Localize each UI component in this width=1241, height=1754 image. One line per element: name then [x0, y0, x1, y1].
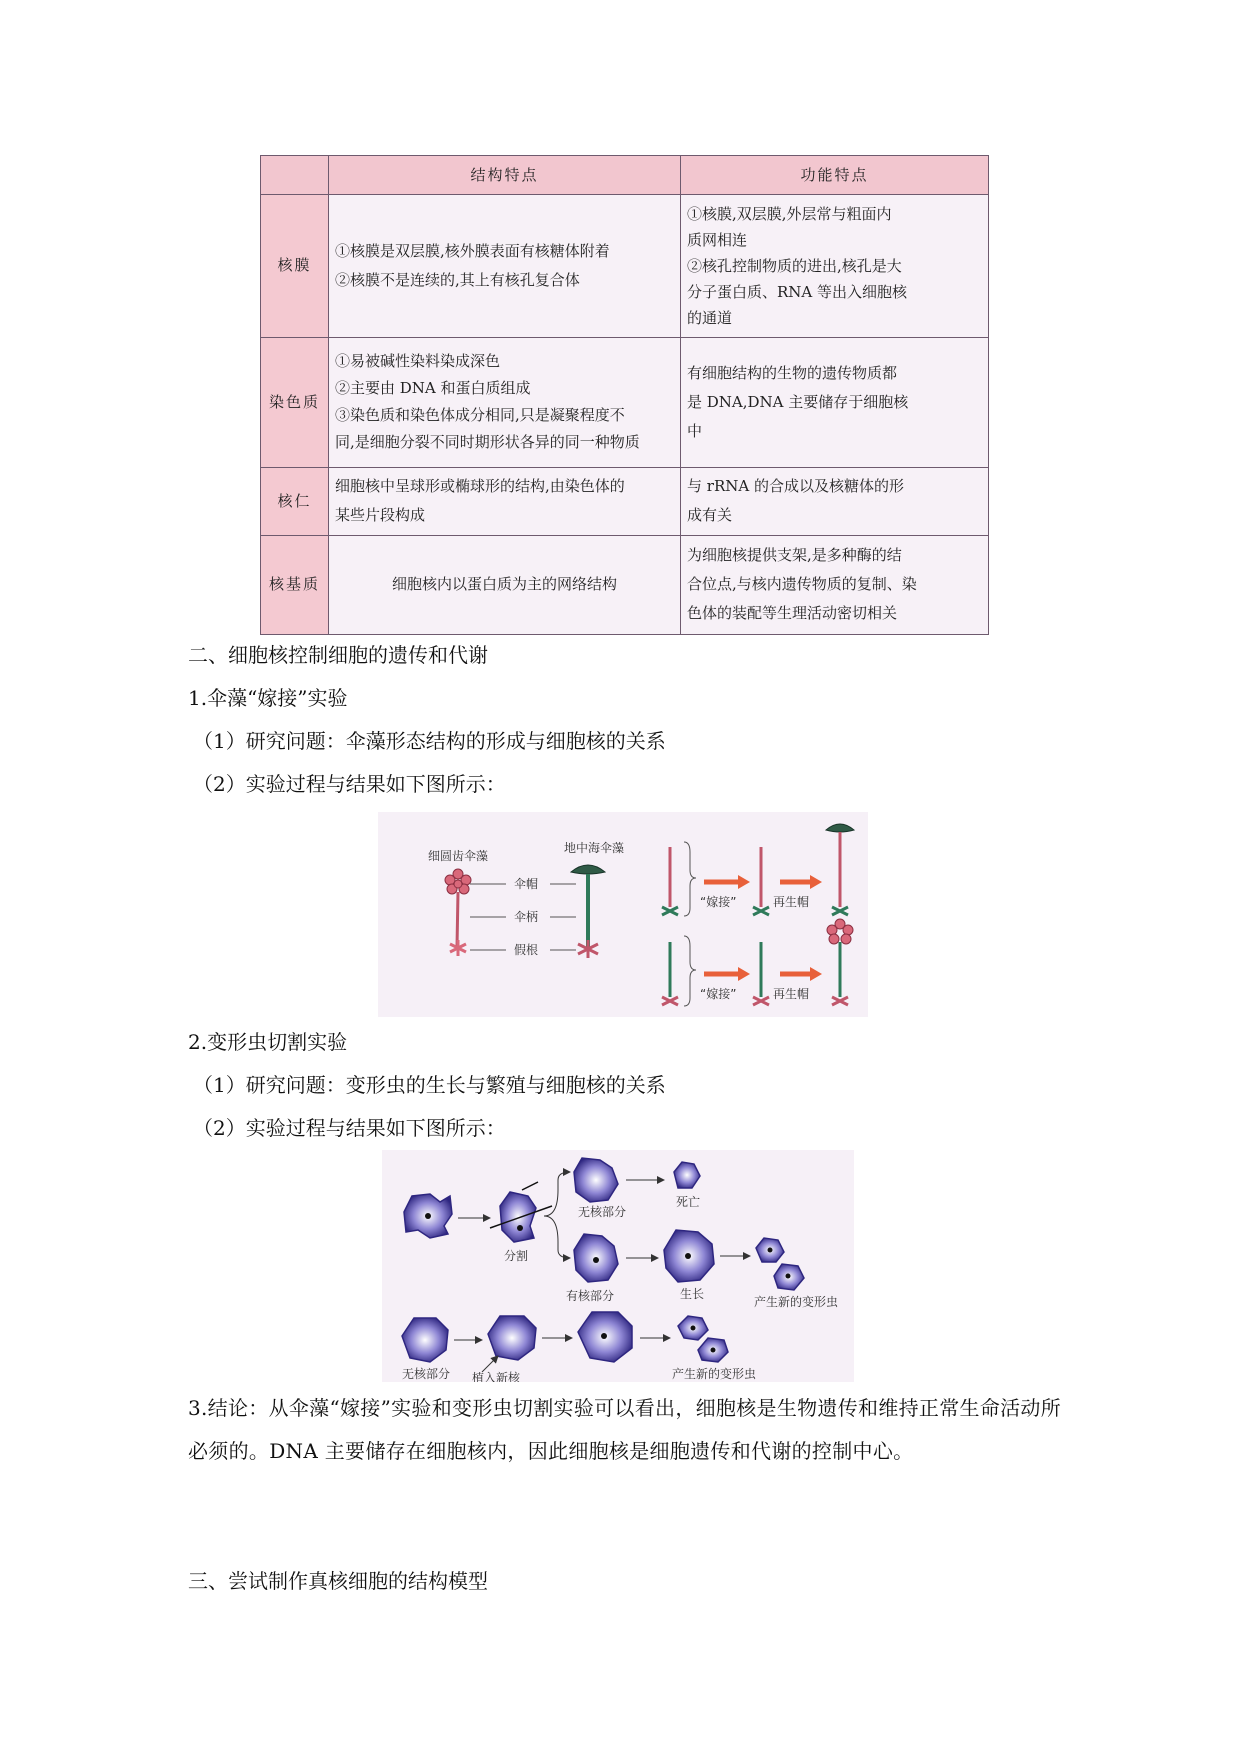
experiment-title: 2.变形虫切割实验: [188, 1030, 348, 1054]
graft-label: “嫁接”: [700, 895, 737, 909]
table-row: [261, 535, 989, 634]
species-a-alga: [445, 869, 471, 956]
cell-line: 分子蛋白质、RNA 等出入细胞核: [687, 282, 908, 301]
nucleus-structure-table: [260, 155, 989, 635]
structure-cell: [329, 467, 681, 535]
table-header-row: [261, 156, 989, 195]
cell-line: ②主要由 DNA 和蛋白质组成: [335, 379, 531, 398]
cell-line: ①核膜是双层膜,核外膜表面有核糖体附着: [335, 241, 610, 260]
rhizoid-label: 假根: [514, 943, 539, 957]
species-b-alga: [571, 865, 605, 958]
table-row: [261, 337, 989, 467]
table-header-function: 功能特点: [681, 156, 989, 195]
amoeba-implanted: [488, 1316, 536, 1360]
section-heading: 二、细胞核控制细胞的遗传和代谢: [188, 643, 488, 667]
regrow-label: 再生帽: [773, 895, 810, 909]
cell-line: 色体的装配等生理活动密切相关: [687, 604, 898, 623]
table-row: [261, 195, 989, 338]
cell-line: ①核膜,双层膜,外层常与粗面内: [687, 204, 892, 223]
table-header-structure: 结构特点: [329, 156, 681, 195]
no-nucleus-label: 无核部分: [402, 1367, 451, 1381]
research-question: （1）研究问题：变形虫的生长与繁殖与细胞核的关系: [193, 1073, 666, 1097]
row-label: 核仁: [261, 467, 329, 535]
row-label: 核膜: [261, 195, 329, 338]
row-label: 染色质: [261, 337, 329, 467]
amoeba-grown: [664, 1230, 714, 1282]
cell-line: 合位点,与核内遗传物质的复制、染: [687, 575, 917, 594]
structure-cell: [329, 195, 681, 338]
new-amoeba-label: 产生新的变形虫: [754, 1295, 839, 1309]
cell-line: 同,是细胞分裂不同时期形状各异的同一种物质: [335, 433, 640, 452]
function-cell: [681, 195, 989, 338]
cell-line: ②核膜不是连续的,其上有核孔复合体: [335, 270, 580, 289]
cell-line: 细胞核内以蛋白质为主的网络结构: [391, 575, 617, 594]
structure-cell: [329, 535, 681, 634]
cut-label: 分割: [504, 1249, 529, 1263]
table-row: [261, 467, 989, 535]
row-label: 核基质: [261, 535, 329, 634]
no-nucleus-label: 无核部分: [578, 1205, 627, 1219]
cell-line: ③染色质和染色体成分相同,只是凝聚程度不: [335, 406, 625, 425]
section-heading: 三、尝试制作真核细胞的结构模型: [188, 1569, 488, 1593]
cell-line: 的通道: [687, 308, 733, 327]
cell-line: 某些片段构成: [335, 506, 426, 525]
amoeba-reproduced: [678, 1316, 728, 1362]
cell-line: 为细胞核提供支架,是多种酶的结: [687, 546, 902, 565]
dead-label: 死亡: [676, 1195, 701, 1209]
amoeba-divided: [756, 1238, 804, 1290]
cell-line: ②核孔控制物质的进出,核孔是大: [687, 256, 902, 275]
cell-line: 中: [687, 421, 703, 440]
amoeba-dead: [674, 1162, 700, 1188]
cell-line: 细胞核中呈球形或椭球形的结构,由染色体的: [335, 477, 625, 496]
experiment-title: 1.伞藻“嫁接”实验: [188, 686, 348, 710]
table-header-blank: [261, 156, 329, 195]
implant-label: 植入新核: [472, 1371, 521, 1382]
cell-line: 成有关: [687, 506, 733, 525]
cell-line: 是 DNA,DNA 主要储存于细胞核: [687, 392, 909, 411]
new-amoeba-label: 产生新的变形虫: [672, 1367, 757, 1381]
research-question: （1）研究问题：伞藻形态结构的形成与细胞核的关系: [193, 729, 666, 753]
with-nucleus-label: 有核部分: [566, 1289, 615, 1303]
amoeba-original: [404, 1194, 452, 1238]
cell-line: 与 rRNA 的合成以及核糖体的形: [687, 477, 904, 496]
cell-line: ①易被碱性染料染成深色: [335, 352, 501, 371]
function-cell: [681, 337, 989, 467]
structure-cell: [329, 337, 681, 467]
amoeba-cutting-figure: [382, 1150, 854, 1382]
amoeba-no-nucleus: [574, 1158, 618, 1202]
species-b-label: 地中海伞藻: [564, 841, 625, 855]
process-caption: （2）实验过程与结果如下图所示：: [193, 772, 506, 796]
acetabularia-graft-figure: [378, 812, 868, 1017]
function-cell: [681, 535, 989, 634]
regrow-label: 再生帽: [773, 987, 810, 1001]
stalk-label: 伞柄: [514, 910, 539, 924]
amoeba-enucleated: [402, 1318, 448, 1362]
amoeba-being-cut: [490, 1182, 552, 1242]
cap-label: 伞帽: [514, 877, 539, 891]
conclusion-paragraph: 3.结论：从伞藻“嫁接”实验和变形虫切割实验可以看出，细胞核是生物遗传和维持正常生命活动所必须的。DNA 主要储存在细胞核内，因此细胞核是细胞遗传和代谢的控制中心。: [188, 1396, 1062, 1463]
cell-line: 有细胞结构的生物的遗传物质都: [687, 363, 898, 382]
process-caption: （2）实验过程与结果如下图所示：: [193, 1116, 506, 1140]
cell-line: 质网相连: [687, 230, 748, 249]
species-a-label: 细圆齿伞藻: [428, 849, 489, 863]
grow-label: 生长: [680, 1287, 705, 1301]
graft-row-1: [662, 824, 854, 916]
graft-row-2: [662, 919, 853, 1006]
amoeba-with-nucleus: [574, 1234, 618, 1282]
graft-label: “嫁接”: [700, 987, 737, 1001]
amoeba-grown-new-nucleus: [578, 1312, 632, 1362]
function-cell: [681, 467, 989, 535]
